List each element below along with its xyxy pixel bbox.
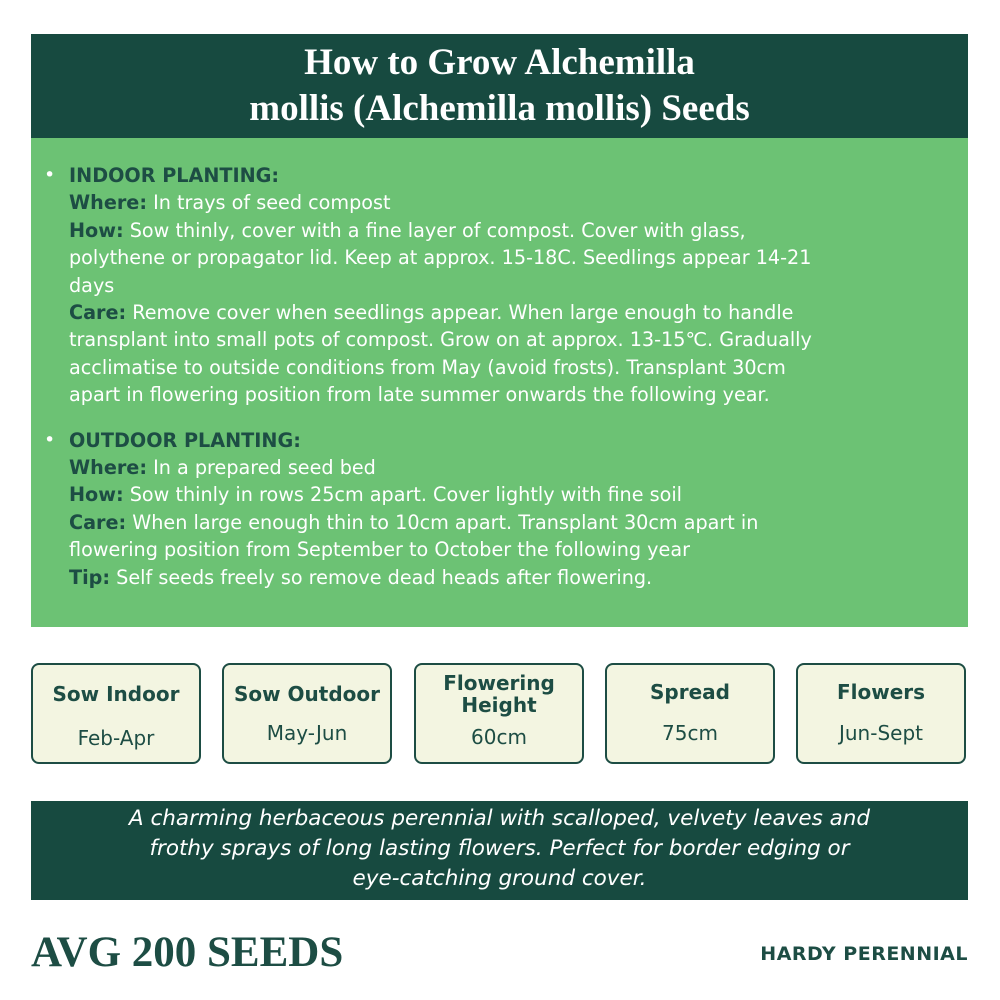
care-label: Care: xyxy=(69,510,127,534)
indoor-planting-heading: INDOOR PLANTING: xyxy=(69,164,280,187)
card-label: Flowering xyxy=(443,671,555,695)
how-text: Sow thinly in rows 25cm apart. Cover lightly with fine soil xyxy=(123,483,683,507)
indoor-how-line: polythene or propagator lid. Keep at approx. 15-18C. Seedlings appear 14-21 xyxy=(69,246,812,270)
sow-outdoor-card xyxy=(222,663,392,764)
indoor-how-line: days xyxy=(69,273,115,297)
indoor-care-line: acclimatise to outside conditions from May (avoid frosts). Transplant 30cm xyxy=(69,355,786,379)
page-title-line-2: mollis (Alchemilla mollis) Seeds xyxy=(249,88,750,129)
card-value: May-Jun xyxy=(266,721,348,745)
how-text: Sow thinly, cover with a fine layer of compost. Cover with glass, xyxy=(123,218,746,242)
page-title-line-1: How to Grow Alchemilla xyxy=(304,42,695,83)
tip-label: Tip: xyxy=(69,565,111,589)
how-label: How: xyxy=(69,483,124,507)
outdoor-where-line xyxy=(69,454,944,481)
where-text: In trays of seed compost xyxy=(147,191,391,215)
card-label: Sow Outdoor xyxy=(233,682,381,706)
description-line: eye-catching ground cover. xyxy=(352,866,647,891)
how-label: How: xyxy=(69,218,124,242)
indoor-where-line xyxy=(69,189,944,216)
card-label: Flowers xyxy=(836,680,926,704)
sow-indoor-card xyxy=(31,663,201,764)
description-line: A charming herbaceous perennial with scalloped, velvety leaves and xyxy=(128,806,871,831)
where-label: Where: xyxy=(69,456,147,480)
bullet-icon: • xyxy=(44,164,56,186)
indoor-planting-section xyxy=(44,162,944,409)
spread-card xyxy=(605,663,775,764)
outdoor-tip-line xyxy=(69,564,944,591)
flowers-card xyxy=(796,663,966,764)
plant-category: HARDY PERENNIAL xyxy=(760,943,968,965)
indoor-care-line: transplant into small pots of compost. Grow on at approx. 13-15℃. Gradually xyxy=(69,328,812,352)
care-text: Remove cover when seedlings appear. When large enough to handle xyxy=(126,301,794,325)
care-label: Care: xyxy=(69,301,127,325)
flowering-height-card xyxy=(414,663,584,764)
card-label: Sow Indoor xyxy=(52,682,180,706)
outdoor-care-line xyxy=(69,509,944,536)
card-label: Height xyxy=(461,693,537,717)
outdoor-planting-section xyxy=(44,427,944,591)
outdoor-how-line xyxy=(69,481,944,508)
growing-instructions-panel xyxy=(31,138,968,627)
card-value: Jun-Sept xyxy=(838,721,923,745)
title-banner xyxy=(31,34,968,138)
description-banner xyxy=(31,801,968,900)
description-line: frothy sprays of long lasting flowers. Perfect for border edging or xyxy=(149,836,850,861)
where-label: Where: xyxy=(69,191,147,215)
indoor-how-line xyxy=(69,217,944,244)
tip-text: Self seeds freely so remove dead heads after flowering. xyxy=(110,565,653,589)
outdoor-planting-heading: OUTDOOR PLANTING: xyxy=(69,428,301,452)
care-text: When large enough thin to 10cm apart. Transplant 30cm apart in xyxy=(126,510,759,534)
card-value: Feb-Apr xyxy=(77,726,155,750)
bullet-icon: • xyxy=(44,428,56,451)
card-value: 75cm xyxy=(662,721,718,745)
seed-count: AVG 200 SEEDS xyxy=(31,929,344,976)
indoor-care-line xyxy=(69,299,944,326)
card-value: 60cm xyxy=(471,725,527,749)
growing-facts-cards xyxy=(31,663,968,766)
indoor-care-line: apart in flowering position from late summer onwards the following year. xyxy=(69,383,770,407)
where-text: In a prepared seed bed xyxy=(147,456,376,480)
card-label: Spread xyxy=(650,680,730,704)
outdoor-care-line: flowering position from September to October the following year xyxy=(69,538,690,562)
